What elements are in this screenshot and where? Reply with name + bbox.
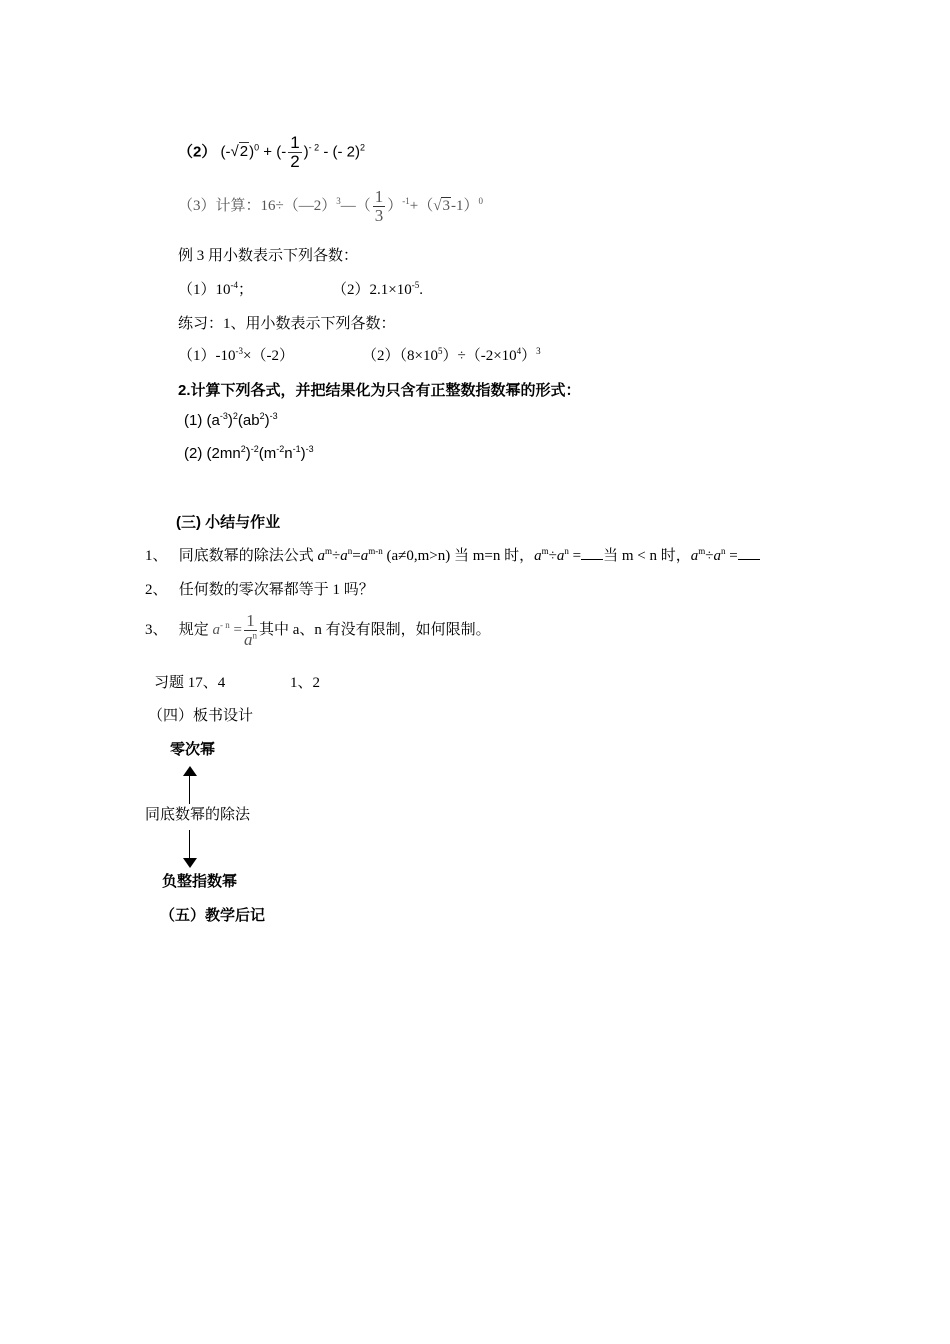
var: a [340,548,348,564]
item-text: ×（-2） [243,348,294,364]
answer-blank[interactable] [581,547,603,560]
operator: = [725,548,738,564]
expr-text: ) [300,445,306,462]
exponent: - n [220,619,230,630]
item-text: 同底数幂的除法公式 [178,548,318,564]
item-text: 当 m < n 时， [603,548,691,564]
fraction [288,134,301,171]
fraction [244,612,257,649]
operator: ÷ [705,548,714,564]
expr-text: —（ [340,197,371,214]
exponent: 3 [336,195,341,206]
board-design-title: （四）板书设计 [148,708,254,724]
var: a [244,630,253,649]
item-text: 任何数的零次幂都等于 1 吗？ [178,582,374,598]
summary-item-2 [145,578,374,599]
numerator: 1 [374,187,384,206]
expr-text: + (- [263,143,287,161]
sqrt-symbol: √2 [230,143,249,161]
answer-blank[interactable] [738,547,760,560]
exponent: 2 [360,142,366,153]
item-text: ； [238,282,254,298]
item-number: 2、 [145,582,168,598]
exponent: 0 [254,142,260,153]
exponent: -3 [219,411,228,421]
expr-text: -1） [450,197,479,214]
operator: = [229,621,242,638]
expr-text: (2) (2mn [184,445,241,462]
expr-text: +（ [409,197,434,214]
exponent: n [721,546,726,556]
var: a [212,621,221,638]
summary-item-3 [145,612,491,649]
item-label: （3）计算：16÷（—2） [178,197,337,214]
var: a [713,548,721,564]
item-label: （2） [178,143,217,161]
expr-text: ) [245,445,251,462]
exponent: -3 [305,444,314,454]
radicand: 3 [442,197,450,214]
exponent: 2 [240,444,246,454]
exponent: m-n [368,546,383,556]
exponent: -3 [269,411,278,421]
question-2-line-2 [184,445,314,462]
operator: = [352,548,361,564]
board-middle-label: 同底数幂的除法 [145,807,251,823]
operator: ÷ [332,548,341,564]
arrow-down [189,830,190,860]
exponent: m [541,546,549,556]
denominator [244,631,257,649]
denominator: 2 [290,152,300,171]
exponent: -2 [250,444,259,454]
item-text: 其中 a、n 有没有限制，如何限制。 [259,621,491,638]
exponent: n [347,546,353,556]
item-text: （1）10 [178,282,231,298]
calc-item-3 [178,188,483,225]
exponent: 0 [478,195,483,206]
exponent: -2 [276,444,285,454]
operator: ÷ [548,548,557,564]
expr-text: (ab [237,412,260,429]
arrow-up-head-icon [183,766,197,776]
exponent: m [325,546,333,556]
calc-item-2 [178,134,365,171]
expr-text: (- [220,143,231,161]
item-text: （2）（8×10 [362,348,438,364]
expr-text: ) [303,143,309,161]
expr-text: - (- 2) [323,143,361,161]
example-3-title: 例 3 用小数表示下列各数： [178,248,359,264]
practice-item-2 [362,344,541,365]
item-text: (a≠0,m>n) 当 m=n 时， [382,548,535,564]
expr-text: ) [249,143,255,161]
item-number: 1、 [145,548,168,564]
summary-title: (三) 小结与作业 [176,514,281,531]
exponent: 3 [536,346,541,356]
summary-item-1 [145,544,760,565]
homework-items: 1、2 [290,675,321,691]
board-top-label: 零次幂 [170,741,216,758]
item-number: 3、 [145,621,168,638]
denominator: 3 [374,206,384,225]
exponent: -4 [230,280,239,290]
question-2-title: 2.计算下列各式，并把结果化为只含有正整数指数幂的形式： [178,382,581,399]
var: a [534,548,542,564]
item-text: ） [521,348,537,364]
exponent: m [698,546,706,556]
expr-text: (m [258,445,277,462]
numerator: 1 [244,612,257,631]
sqrt-symbol: √3 [433,197,450,214]
exponent: 2 [232,411,238,421]
arrow-up [189,774,190,804]
var: a [690,548,699,564]
exponent: 5 [437,346,443,356]
item-text: . [419,282,423,298]
item-text: （1）-10 [178,348,236,364]
practice-title: 练习：1、用小数表示下列各数： [178,316,396,332]
question-2-line-1 [184,412,278,429]
radicand: 2 [239,143,249,161]
item-text: ）÷（-2×10 [442,348,517,364]
exponent: 4 [516,346,522,356]
exponent: n [252,630,257,641]
fraction [373,188,386,225]
expr-text: n [284,445,293,462]
exponent: -5 [411,280,420,290]
expr-text: ) [264,412,270,429]
homework-label: 习题 17、4 [154,675,226,691]
exponent: n [564,546,569,556]
item-text: 规定 [178,621,213,638]
expr-text: ) [227,412,233,429]
afterword-title: （五）教学后记 [160,907,266,924]
example-3-item-2 [332,278,423,299]
exponent: -3 [235,346,243,356]
exponent: -1 [292,444,301,454]
exponent: 2 [259,411,265,421]
practice-item-1 [178,344,294,365]
var: a [360,548,369,564]
arrow-down-head-icon [183,858,197,868]
numerator: 1 [290,133,300,152]
operator: = [568,548,582,564]
example-3-item-1 [178,278,253,299]
var: a [317,548,326,564]
var: a [556,548,565,564]
item-text: （2）2.1×10 [332,282,412,298]
expr-text: (1) (a [184,412,220,429]
exponent: - 2 [308,142,320,153]
expr-text: ） [387,197,403,214]
exponent: -1 [402,195,410,206]
board-bottom-label: 负整指数幂 [162,873,238,890]
